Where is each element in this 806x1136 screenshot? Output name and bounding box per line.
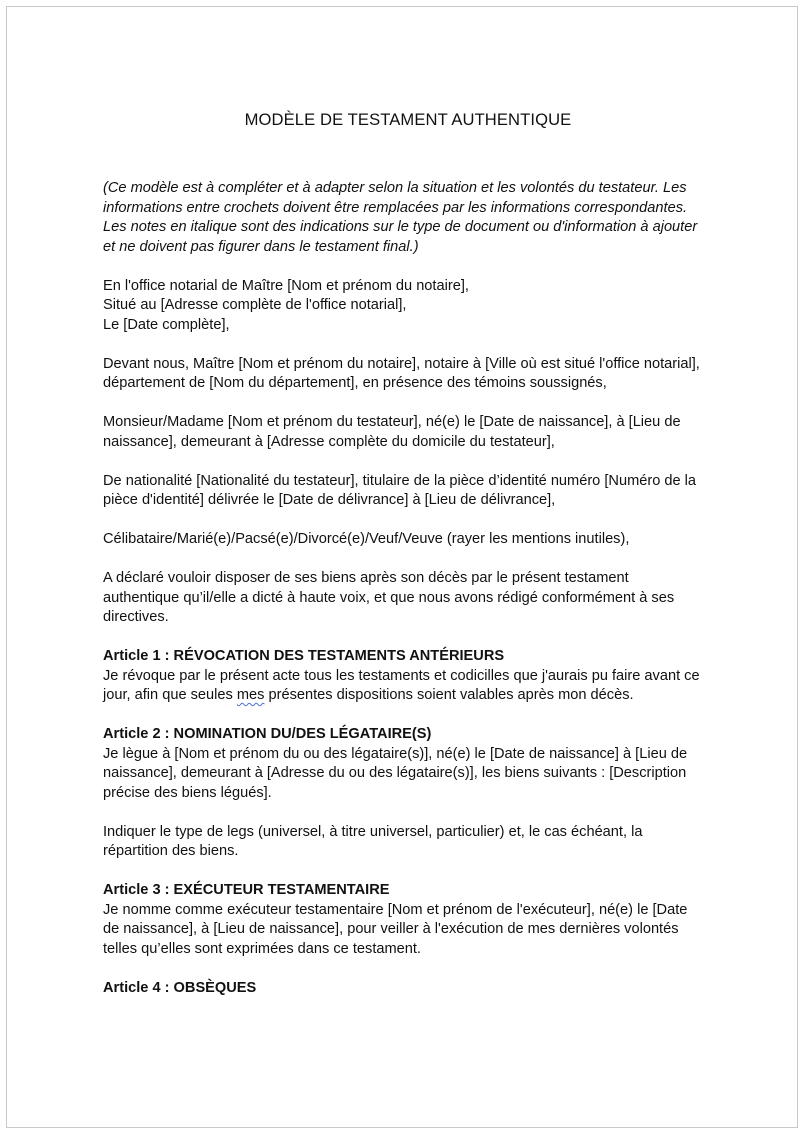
testator-line: Monsieur/Madame [Nom et prénom du testateur], né(e) le [Date de naissance], à [Lieu de — [103, 414, 681, 430]
article-3-line: de naissance], à [Lieu de naissance], pour veiller à l'exécution de mes dernières volontés — [103, 921, 679, 937]
office-line: Situé au [Adresse complète de l'office notarial], — [103, 297, 407, 313]
intro-note — [103, 179, 713, 257]
intro-line: Les notes en italique sont des indications sur le type de document ou d'information à ajouter — [103, 219, 698, 235]
testator-paragraph — [103, 413, 713, 452]
notary-line: Devant nous, Maître [Nom et prénom du notaire], notaire à [Ville où est situé l'office notarial], — [103, 355, 700, 372]
notary-line: département de [Nom du département], en présence des témoins soussignés, — [103, 375, 607, 391]
article-2-line: Je lègue à [Nom et prénom du ou des légataire(s)], né(e) le [Date de naissance] à [Lieu de — [103, 745, 688, 762]
article-4-section — [103, 979, 713, 999]
declaration-paragraph — [103, 569, 713, 628]
article-2-section — [103, 725, 713, 803]
legacy-note-line: Indiquer le type de legs (universel, à titre universel, particulier) et, le cas échéant, la — [103, 823, 643, 840]
spellcheck-flagged-word[interactable]: mes — [236, 687, 265, 703]
intro-line: (Ce modèle est à compléter et à adapter selon la situation et les volontés du testateur. Les — [103, 180, 687, 196]
office-paragraph — [103, 277, 713, 336]
office-line: Le [Date complète], — [103, 316, 230, 333]
article-1-line: Je révoque par le présent acte tous les testaments et codicilles que j'aurais pu faire avant ce — [103, 667, 700, 684]
document-title: MODÈLE DE TESTAMENT AUTHENTIQUE — [244, 110, 572, 129]
article-2-line: naissance], demeurant à [Adresse du ou des légataire(s)], les biens suivants : [Description — [103, 765, 687, 781]
article-1-text: présentes dispositions soient valables après mon décès. — [264, 687, 634, 703]
article-1-text: jour, afin que seules — [103, 687, 237, 703]
intro-line: et ne doivent pas figurer dans le testament final.) — [103, 238, 419, 255]
article-3-section — [103, 881, 713, 959]
nationality-line: pièce d'identité] délivrée le [Date de délivrance] à [Lieu de délivrance], — [103, 492, 556, 508]
declaration-line: directives. — [103, 609, 169, 625]
testator-line: naissance], demeurant à [Adresse complète du domicile du testateur], — [103, 433, 555, 450]
article-3-line: telles qu’elles sont exprimées dans ce testament. — [103, 940, 421, 957]
article-2-line: précise des biens légués]. — [103, 784, 272, 801]
marital-status-paragraph — [103, 530, 713, 550]
article-1-line — [103, 686, 713, 706]
document-page — [6, 6, 798, 1128]
declaration-line: A déclaré vouloir disposer de ses biens après son décès par le présent testament — [103, 570, 629, 586]
declaration-line: authentique qu’il/elle a dicté à haute voix, et que nous avons rédigé conformément à ses — [103, 589, 675, 606]
legacy-type-note — [103, 823, 713, 862]
nationality-line: De nationalité [Nationalité du testateur], titulaire de la pièce d’identité numéro [Numéro de la — [103, 472, 697, 489]
intro-line: informations entre crochets doivent être remplacées par les informations correspondantes. — [103, 199, 688, 216]
article-2-heading: Article 2 : NOMINATION DU/DES LÉGATAIRE(S) — [103, 726, 432, 742]
nationality-paragraph — [103, 472, 713, 511]
article-1-section — [103, 647, 713, 706]
legacy-note-line: répartition des biens. — [103, 843, 239, 859]
notary-paragraph — [103, 355, 713, 394]
article-3-heading: Article 3 : EXÉCUTEUR TESTAMENTAIRE — [103, 882, 390, 898]
office-line: En l'office notarial de Maître [Nom et prénom du notaire], — [103, 277, 469, 294]
article-1-heading: Article 1 : RÉVOCATION DES TESTAMENTS ANTÉRIEURS — [103, 648, 505, 664]
article-3-line: Je nomme comme exécuteur testamentaire [Nom et prénom de l'exécuteur], né(e) le [Date — [103, 901, 688, 918]
document-body[interactable] — [103, 110, 713, 1018]
marital-status-line: Célibataire/Marié(e)/Pacsé(e)/Divorcé(e)/Veuf/Veuve (rayer les mentions inutiles), — [103, 531, 630, 547]
article-4-heading: Article 4 : OBSÈQUES — [103, 979, 257, 996]
